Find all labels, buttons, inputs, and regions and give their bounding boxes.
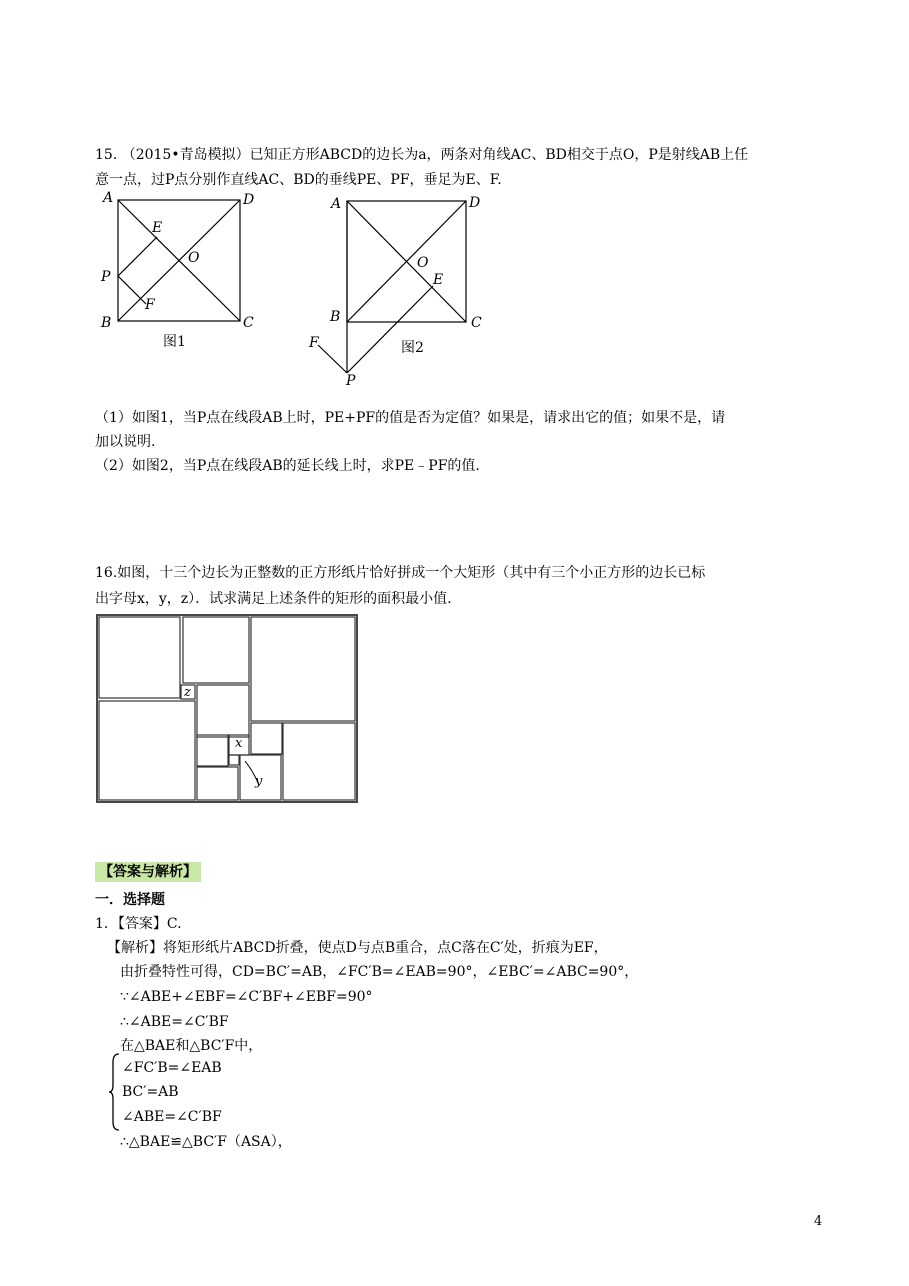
analysis-line-3: ∵∠ABE+∠EBF=∠C′BF+∠EBF=90° <box>120 989 373 1005</box>
fig1-label-b: B <box>101 315 112 331</box>
label-x: x <box>235 736 243 751</box>
system-line-2: BC′=AB <box>122 1084 179 1100</box>
fig2-label-o: O <box>417 255 429 271</box>
fig1-caption: 图1 <box>163 334 186 348</box>
fig1-label-c: C <box>243 315 254 331</box>
fig1-label-d: D <box>243 192 255 208</box>
q15-part1-line1: （1）如图1，当P点在线段AB上时，PE+PF的值是否为定值？如果是，请求出它的值；如果不是，请 <box>95 410 726 426</box>
answer-badge: 【答案与解析】 <box>95 862 201 882</box>
q16-line1: 16.如图，十三个边长为正整数的正方形纸片恰好拼成一个大矩形（其中有三个小正方形的边长已标 <box>95 565 706 581</box>
fig2-label-p: P <box>346 373 356 388</box>
analysis-line-5: 在△BAE和△BC′F中， <box>120 1038 263 1054</box>
analysis-line-4: ∴∠ABE=∠C′BF <box>120 1014 229 1030</box>
analysis-line-2: 由折叠特性可得，CD=BC′=AB，∠FC′B=∠EAB=90°，∠EBC′=∠ABC=90°， <box>120 964 639 980</box>
q15-part2: （2）如图2，当P点在线段AB的延长线上时，求PE﹣PF的值. <box>95 458 480 474</box>
fig2-label-d: D <box>469 195 481 211</box>
rectangle-tiling-figure <box>95 613 360 805</box>
figure-2 <box>300 188 500 388</box>
analysis-line-1: 【解析】将矩形纸片ABCD折叠，使点D与点B重合，点C落在C′处，折痕为EF， <box>107 940 608 956</box>
q16-line2: 出字母x，y，z）．试求满足上述条件的矩形的面积最小值. <box>95 591 452 607</box>
q15-part1-line2: 加以说明. <box>95 434 156 450</box>
system-line-1: ∠FC′B=∠EAB <box>122 1060 222 1076</box>
fig2-label-a: A <box>331 196 342 212</box>
section-heading: 一．选择题 <box>95 892 165 908</box>
fig1-label-o: O <box>188 250 200 266</box>
fig2-label-f: F <box>309 335 319 351</box>
q15-line2: 意一点，过P点分别作直线AC、BD的垂线PE、PF，垂足为E、F. <box>95 172 502 188</box>
system-line-3: ∠ABE=∠C′BF <box>122 1109 222 1125</box>
figure-1 <box>95 188 270 348</box>
fig1-label-f: F <box>145 297 155 313</box>
answer-item-1: 1．【答案】C. <box>95 916 182 932</box>
page-number: 4 <box>814 1214 823 1229</box>
fig1-label-a: A <box>103 190 114 206</box>
fig1-label-e: E <box>152 220 163 236</box>
analysis-line-6: ∴△BAE≌△BC′F（ASA）， <box>120 1134 292 1150</box>
label-y: y <box>255 774 263 789</box>
fig2-caption: 图2 <box>401 340 424 356</box>
fig2-label-b: B <box>330 309 341 325</box>
label-z: z <box>184 685 191 700</box>
system-brace-icon <box>108 1052 120 1132</box>
fig1-label-p: P <box>101 269 111 285</box>
fig2-label-e: E <box>433 272 444 288</box>
fig2-label-c: C <box>471 315 482 331</box>
q15-line1: 15. （2015•青岛模拟）已知正方形ABCD的边长为a，两条对角线AC、BD相交于点O，P是射线AB上任 <box>95 147 749 163</box>
